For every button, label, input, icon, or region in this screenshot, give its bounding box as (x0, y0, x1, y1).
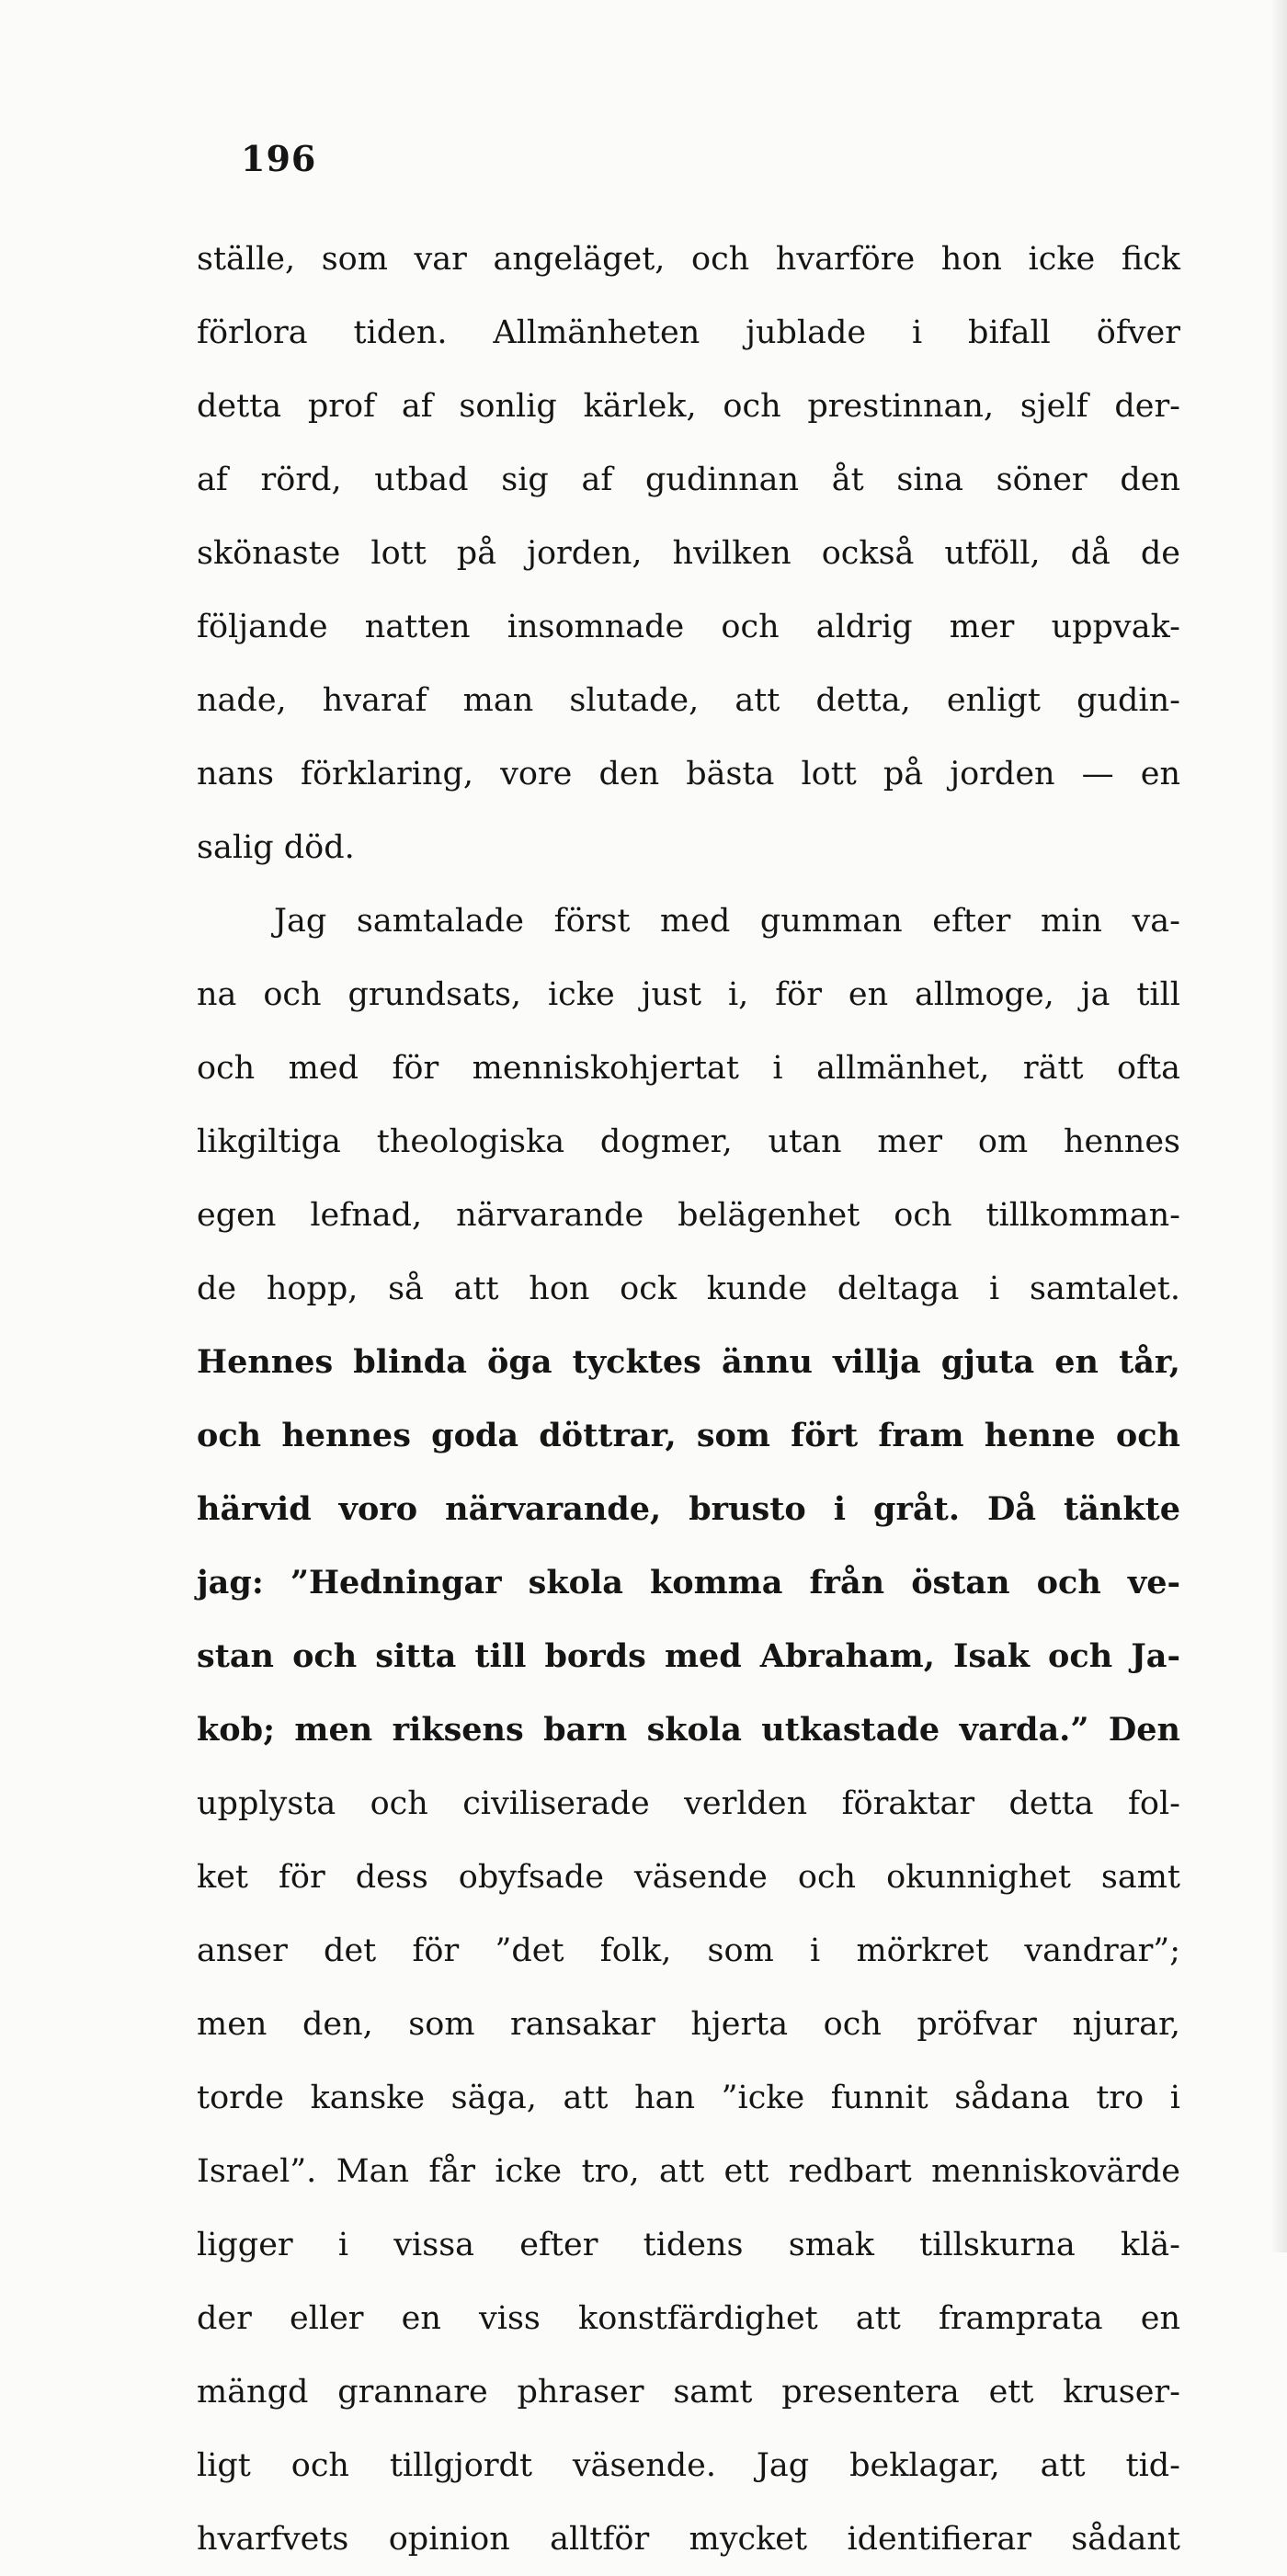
text-line: ligt och tillgjordt väsende. Jag beklagar, att tid- (197, 2447, 1180, 2484)
text-line: nans förklaring, vore den bästa lott på jorden — en (197, 756, 1180, 792)
text-line: der eller en viss konstfärdighet att framprata en (197, 2300, 1180, 2337)
text-line: men den, som ransakar hjerta och pröfvar njurar, (197, 2006, 1180, 2043)
text-line: salig död. (197, 829, 355, 866)
text-line: likgiltiga theologiska dogmer, utan mer om hennes (197, 1123, 1180, 1160)
text-line: Jag samtalade först med gumman efter min va- (274, 903, 1180, 940)
text-line: och hennes goda döttrar, som fört fram henne och (197, 1417, 1180, 1454)
text-line: de hopp, så att hon ock kunde deltaga i samtalet. (197, 1271, 1180, 1307)
text-line: och med för menniskohjertat i allmänhet, rätt ofta (197, 1050, 1180, 1087)
text-line: härvid voro närvarande, brusto i gråt. Då tänkte (197, 1490, 1180, 1528)
text-line: detta prof af sonlig kärlek, och prestinnan, sjelf der- (197, 388, 1180, 425)
text-line: af rörd, utbad sig af gudinnan åt sina söner den (197, 462, 1180, 498)
text-line: skönaste lott på jorden, hvilken också utföll, då de (197, 535, 1180, 572)
text-line: följande natten insomnade och aldrig mer uppvak- (197, 609, 1180, 645)
text-line: upplysta och civiliserade verlden föraktar detta fol- (197, 1785, 1180, 1822)
text-line: egen lefnad, närvarande belägenhet och tillkomman- (197, 1197, 1180, 1234)
text-line: jag: ”Hedningar skola komma från östan och ve- (197, 1564, 1180, 1601)
text-line: ställe, som var angeläget, och hvarföre hon icke fick (197, 241, 1180, 278)
body-text (197, 222, 1180, 2576)
text-line: nade, hvaraf man slutade, att detta, enligt gudin- (197, 682, 1180, 719)
text-line: Israel”. Man får icke tro, att ett redbart menniskovärde (197, 2153, 1180, 2190)
page-edge-shadow (1270, 0, 1287, 2252)
text-line: ket för dess obyfsade väsende och okunnighet samt (197, 1859, 1180, 1896)
page-number: 196 (241, 138, 317, 179)
text-line: torde kanske säga, att han ”icke funnit sådana tro i (197, 2080, 1180, 2116)
text-line: mängd grannare phraser samt presentera ett kruser- (197, 2374, 1180, 2411)
text-line: Hennes blinda öga tycktes ännu villja gjuta en tår, (197, 1343, 1180, 1381)
text-line: na och grundsats, icke just i, för en allmoge, ja till (197, 976, 1180, 1013)
text-line: kob; men riksens barn skola utkastade varda.” Den (197, 1711, 1180, 1749)
text-line: stan och sitta till bords med Abraham, Isak och Ja- (197, 1637, 1180, 1675)
text-line: förlora tiden. Allmänheten jublade i bifall öfver (197, 314, 1180, 351)
text-line: anser det för ”det folk, som i mörkret vandrar”; (197, 1932, 1180, 1969)
text-line: hvarfvets opinion alltför mycket identifierar sådant (197, 2521, 1180, 2558)
text-line: ligger i vissa efter tidens smak tillskurna klä- (197, 2227, 1180, 2263)
